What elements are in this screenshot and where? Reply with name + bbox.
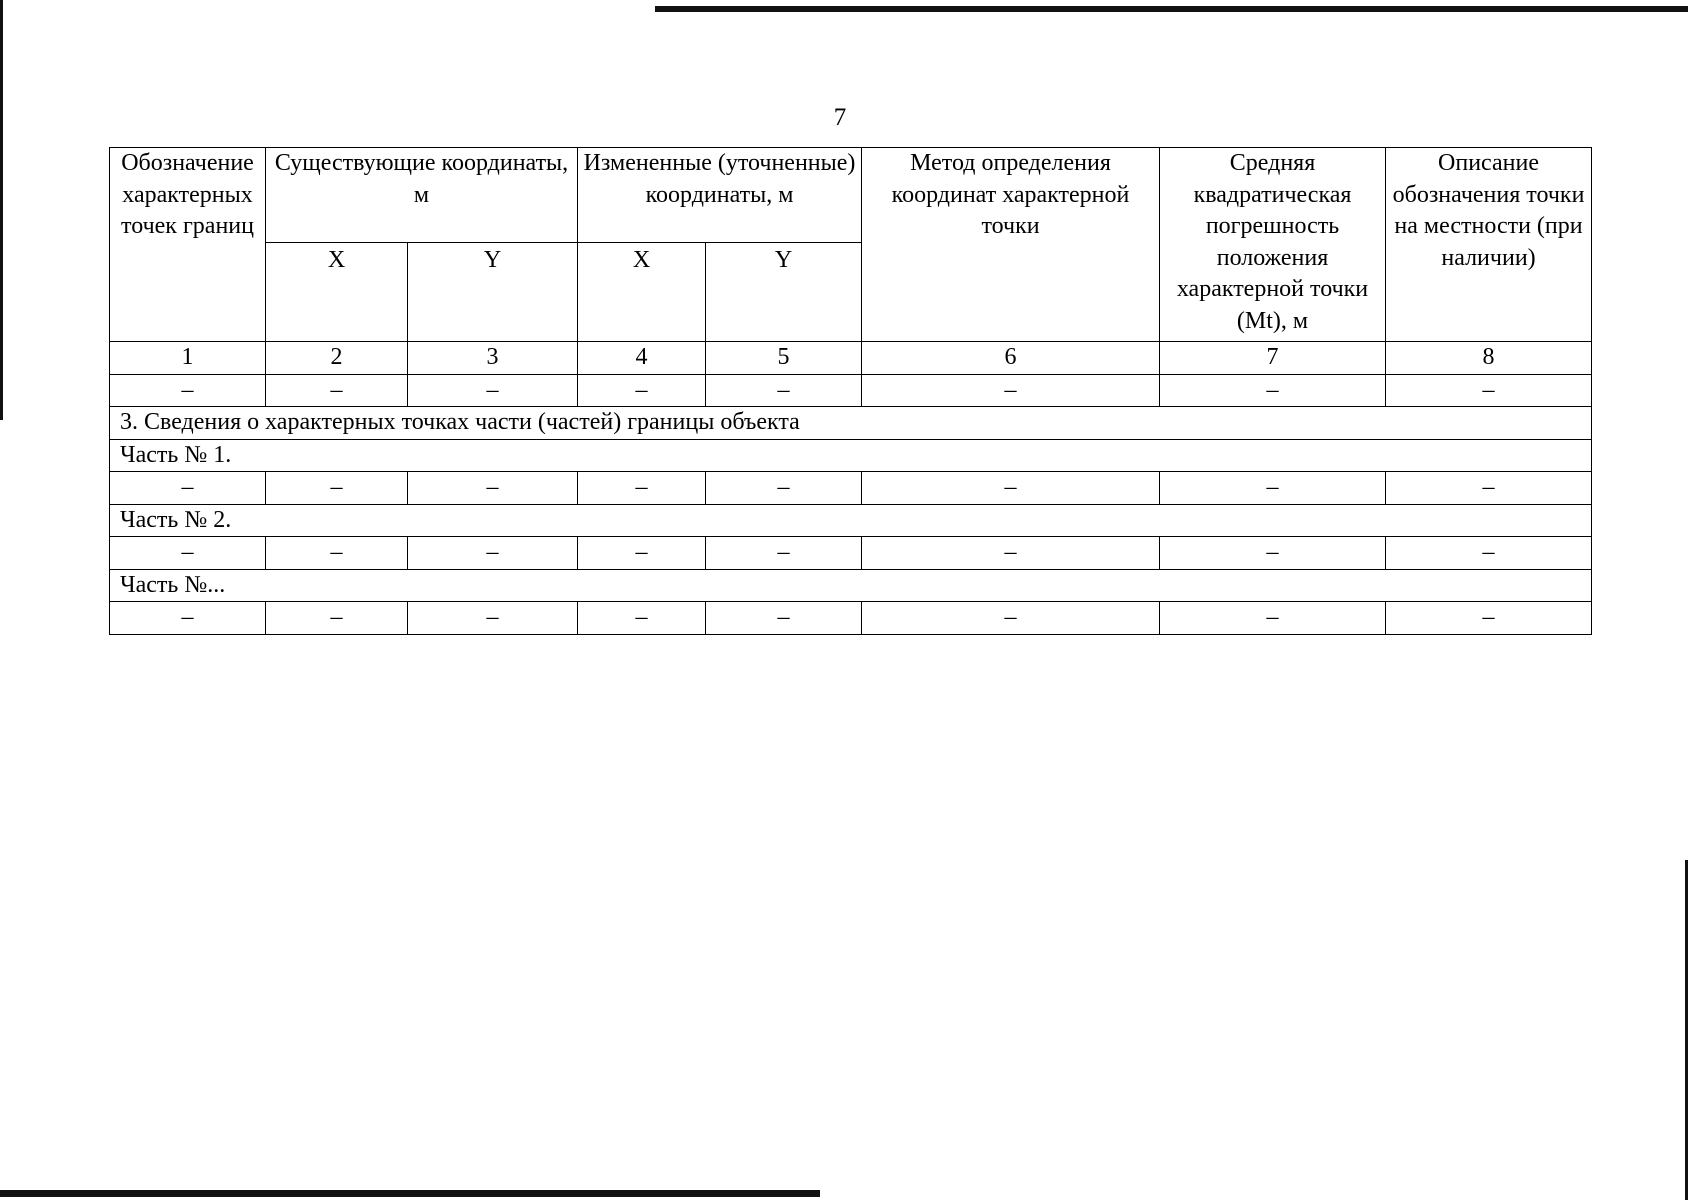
header-changed-coordinates: Измененные (уточненные) координаты, м [578,148,862,243]
dash-cell: – [862,537,1160,570]
column-number: 2 [266,342,408,375]
dash-cell: – [408,374,578,407]
dash-cell: – [706,472,862,505]
dash-cell: – [1160,537,1386,570]
part-row [110,569,1592,602]
header-row-1 [110,148,1592,243]
boundary-points-table [109,147,1592,635]
dash-cell: – [1160,374,1386,407]
dash-cell: – [266,472,408,505]
header-method: Метод определения координат характерной точки [862,148,1160,342]
column-number: 6 [862,342,1160,375]
dash-cell: – [1386,374,1592,407]
header-changed-y: Y [706,243,862,342]
column-number: 7 [1160,342,1386,375]
header-existing-y: Y [408,243,578,342]
dash-cell: – [110,472,266,505]
column-number: 1 [110,342,266,375]
header-point-description: Описание обозначения точки на местности (при наличии) [1386,148,1592,342]
dash-cell: – [578,472,706,505]
part-row [110,504,1592,537]
dash-cell: – [1160,472,1386,505]
dash-cell: – [110,602,266,635]
dash-cell: – [1386,472,1592,505]
table-row [110,472,1592,505]
dash-cell: – [862,472,1160,505]
dash-cell: – [578,537,706,570]
dash-cell: – [1160,602,1386,635]
scan-border-top [655,6,1688,12]
dash-cell: – [578,602,706,635]
dash-cell: – [862,602,1160,635]
dash-cell: – [862,374,1160,407]
dash-cell: – [110,374,266,407]
header-mean-square-error: Средняя квадратическая погрешность положения характерной точки (Mt), м [1160,148,1386,342]
dash-cell: – [706,602,862,635]
section-title: 3. Сведения о характерных точках части (частей) границы объекта [110,407,1592,440]
scan-border-bottom [0,1190,820,1197]
dash-cell: – [706,537,862,570]
header-point-designation: Обозначение характерных точек границ [110,148,266,342]
dash-cell: – [1386,537,1592,570]
dash-cell: – [266,374,408,407]
dash-cell: – [578,374,706,407]
page-number: 7 [833,104,847,131]
column-number-row [110,342,1592,375]
header-changed-x: X [578,243,706,342]
part-label: Часть № 1. [110,439,1592,472]
dash-cell: – [408,537,578,570]
dash-cell: – [110,537,266,570]
part-label: Часть №... [110,569,1592,602]
column-number: 3 [408,342,578,375]
header-existing-x: X [266,243,408,342]
dash-cell: – [266,602,408,635]
column-number: 5 [706,342,862,375]
section-row [110,407,1592,440]
scan-border-left [0,0,3,420]
column-number: 4 [578,342,706,375]
table-row [110,374,1592,407]
dash-cell: – [266,537,408,570]
dash-cell: – [706,374,862,407]
dash-cell: – [408,602,578,635]
dash-cell: – [408,472,578,505]
part-label: Часть № 2. [110,504,1592,537]
table-row [110,537,1592,570]
dash-cell: – [1386,602,1592,635]
table-row [110,602,1592,635]
column-number: 8 [1386,342,1592,375]
header-existing-coordinates: Существующие координаты, м [266,148,578,243]
part-row [110,439,1592,472]
